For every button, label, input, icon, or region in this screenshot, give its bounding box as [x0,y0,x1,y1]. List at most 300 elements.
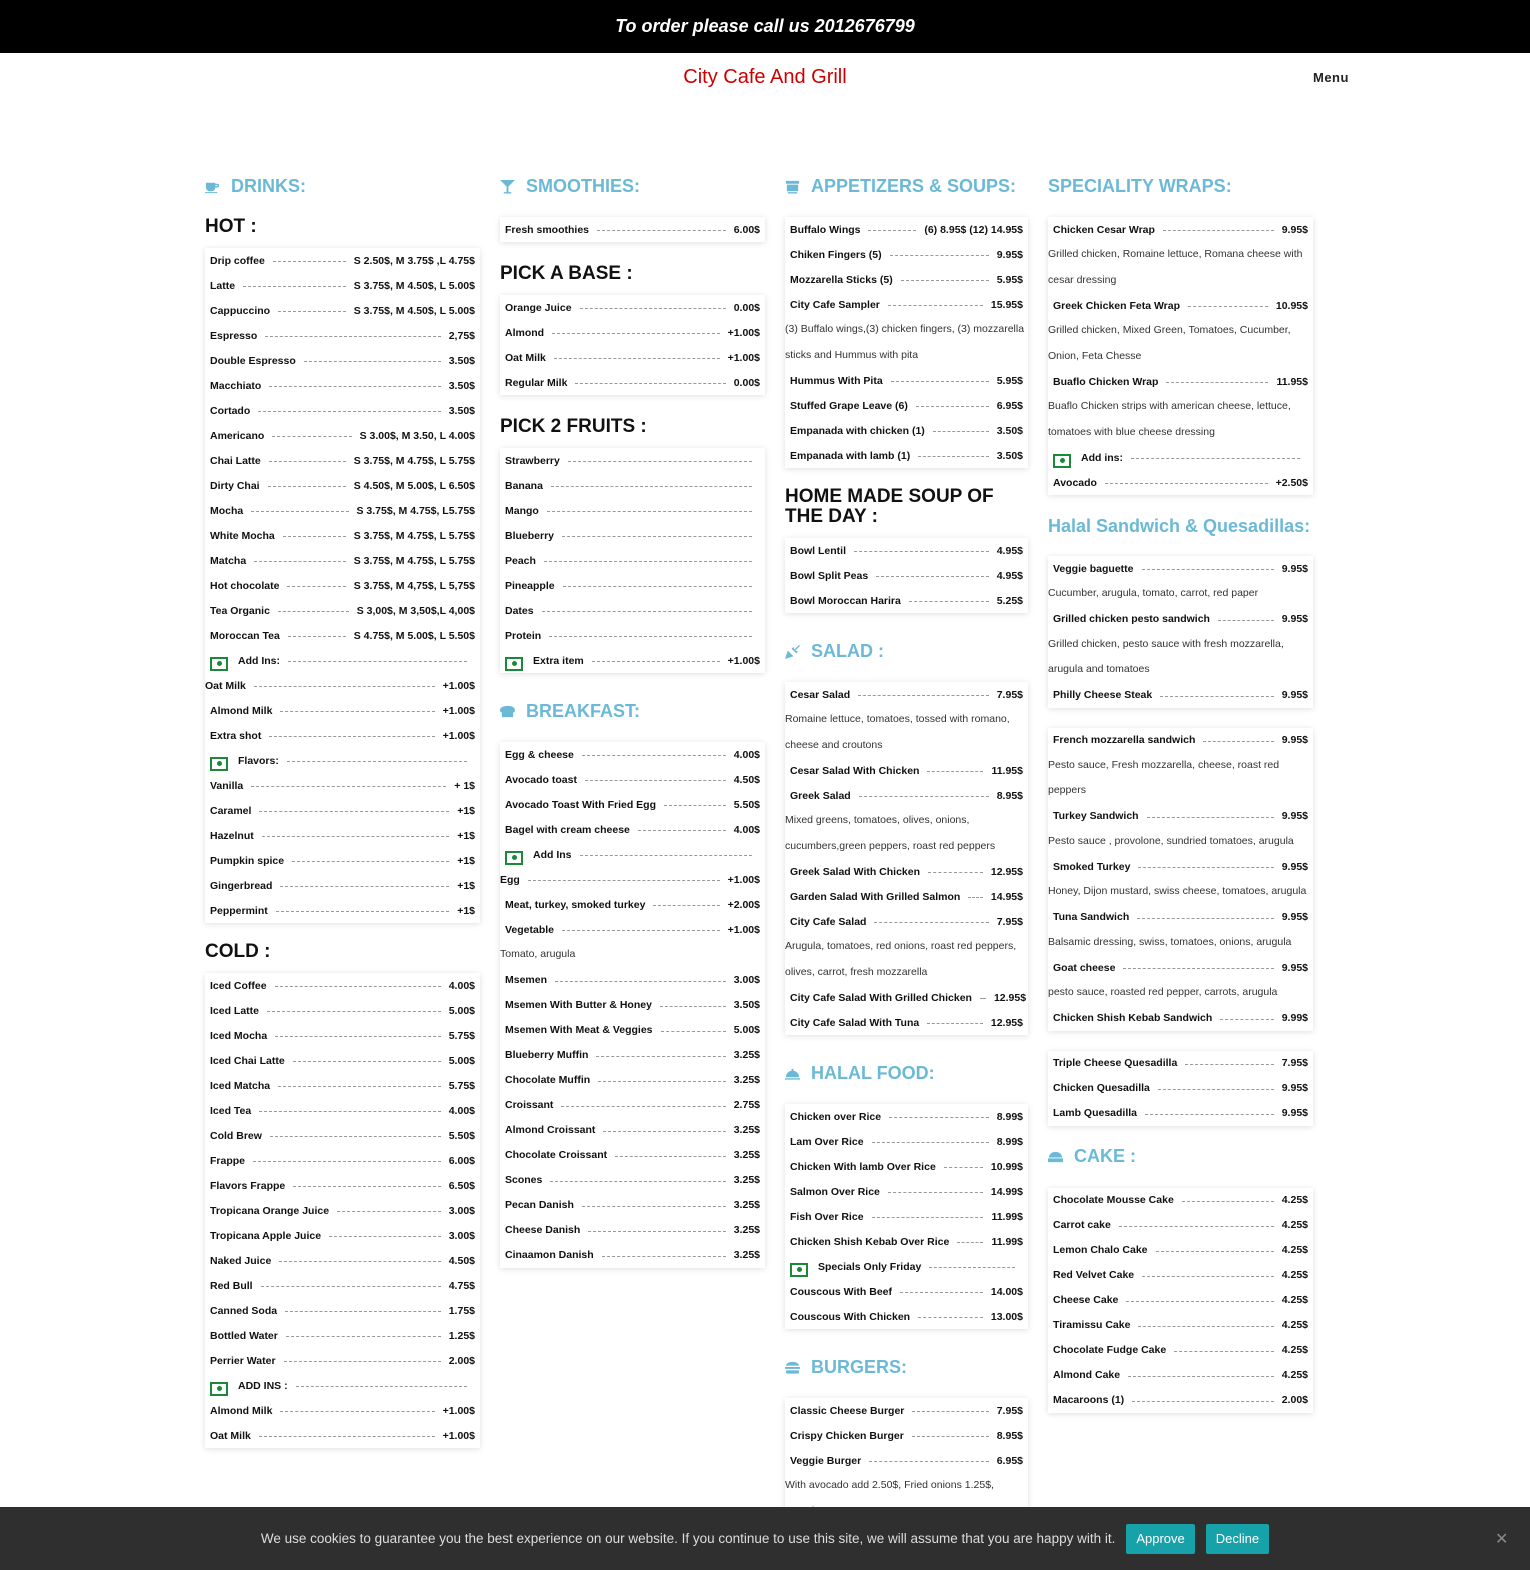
item-name: Naked Juice [210,1254,272,1267]
dotted-leader [561,1106,725,1107]
sandwich-list-1 [1048,556,1313,708]
item-price: 3.50$ [996,449,1023,462]
dotted-leader [259,811,449,812]
menu-item-row [205,1298,480,1323]
menu-item-row [500,1218,765,1243]
menu-item-row [205,798,480,823]
dotted-leader [1126,1301,1273,1302]
item-price: S 3.75$, M 4.75$, L 5.75$ [353,529,475,542]
dotted-leader [267,1011,441,1012]
menu-item-row [1048,1006,1313,1031]
dotted-leader [598,1081,726,1082]
item-name: Salmon Over Rice [790,1185,880,1198]
dotted-leader [1203,741,1273,742]
item-name: Peach [505,554,536,567]
dotted-leader [916,406,989,407]
item-name: Flavors: [238,754,279,767]
dotted-leader [278,611,349,612]
item-name: Cheese Cake [1053,1294,1119,1306]
burger-icon [785,1360,811,1375]
section-title-halal-sandwich [1048,510,1313,542]
dotted-leader [1132,1401,1274,1402]
item-price: 14.95$ [990,890,1023,903]
dotted-leader [1218,620,1274,621]
item-name: City Cafe Salad With Grilled Chicken [790,991,972,1004]
menu-item-row [785,1423,1028,1448]
dotted-leader [275,1036,441,1037]
dotted-leader [1137,918,1273,919]
menu-item-row [205,1023,480,1048]
item-price: 9.95$ [1281,1082,1308,1094]
item-name: Protein [505,629,542,642]
item-name: Tea Organic [210,604,270,617]
item-price: 9.95$ [1281,562,1308,575]
close-icon[interactable]: ✕ [1495,1531,1509,1548]
item-name: Extra item [533,654,584,667]
item-name: Chocolate Croissant [505,1149,608,1161]
item-name: Turkey Sandwich [1053,810,1139,822]
item-name: Tuna Sandwich [1053,911,1130,923]
dotted-leader [1142,569,1274,570]
dotted-leader [653,905,719,906]
item-name: Chocolate Mousse Cake [1053,1194,1174,1206]
dotted-leader [1163,230,1274,231]
dotted-leader [582,755,726,756]
item-price: 7.95$ [996,915,1023,928]
carrot-icon [785,644,811,659]
item-name: Cappuccino [210,304,271,317]
item-description: With avocado add 2.50$, Fried onions 1.25$, [785,1479,994,1491]
dotted-leader [602,1256,726,1257]
item-price: 8.99$ [996,1135,1023,1148]
menu-item-row [205,273,480,298]
veg-badge-icon [505,851,523,865]
item-name: Oat Milk [210,1429,251,1442]
item-name: Triple Cheese Quesadilla [1053,1057,1178,1069]
dotted-leader [269,736,434,737]
item-price: +1$ [457,854,475,867]
item-price: (6) 8.95$ (12) 14.95$ [924,223,1023,236]
item-price: 9.95$ [1281,860,1308,873]
menu-item-row [500,473,765,498]
menu-item-row [205,573,480,598]
veg-badge-icon [210,757,228,771]
menu-item-row [205,998,480,1023]
item-name: Banana [505,479,543,492]
item-price: 4.25$ [1281,1369,1308,1381]
item-name: Orange Juice [505,301,572,314]
menu-item-row [500,498,765,523]
dotted-leader [1138,867,1273,868]
column-smoothies-breakfast [500,170,765,1290]
subheading-pick-base: PICK A BASE : [500,263,633,284]
dotted-leader [912,1411,988,1412]
dotted-leader [918,1317,983,1318]
approve-button[interactable]: Approve [1126,1524,1194,1554]
menu-item-row [205,548,480,573]
item-price: S 3.75$, M 4,75$, L 5,75$ [353,579,475,592]
item-description: Balsamic dressing, swiss, tomatoes, onions, arugula [1048,935,1292,948]
item-name: Lamb Quesadilla [1053,1107,1138,1119]
item-description: Grilled chicken, Mixed Green, Tomatoes, Cucumber, Onion, Feta Chesse [1048,324,1291,362]
item-name: Empanada with chicken (1) [790,424,925,437]
menu-item-row [205,1348,480,1373]
item-name: Cesar Salad With Chicken [790,764,920,777]
item-name: Chocolate Fudge Cake [1053,1344,1167,1356]
item-price: 11.95$ [991,764,1023,777]
dotted-leader [874,922,988,923]
item-price: 5.00$ [448,1054,475,1067]
dotted-leader [929,1267,1015,1268]
menu-item-row [500,892,765,917]
item-name: Strawberry [505,454,560,467]
dotted-leader [547,511,752,512]
dotted-leader [957,1242,983,1243]
cocktail-glass-icon [500,179,526,194]
item-name: Iced Coffee [210,979,267,992]
menu-item-row [205,423,480,448]
item-price: 11.99$ [991,1210,1023,1223]
item-price: 5.75$ [448,1029,475,1042]
menu-item-row [1048,905,1313,930]
item-price: 6.50$ [448,1179,475,1192]
decline-button[interactable]: Decline [1206,1524,1269,1554]
menu-item-row [785,443,1028,468]
item-price: 2.75$ [733,1099,760,1111]
menu-item-row [785,1398,1028,1423]
item-price: 14.00$ [990,1285,1023,1298]
dotted-leader [304,361,441,362]
item-name: Smoked Turkey [1053,860,1131,873]
menu-item-row [785,909,1028,934]
item-price: 5.50$ [733,798,760,811]
dotted-leader [603,1131,725,1132]
dotted-leader [944,1167,983,1168]
dotted-leader [258,411,440,412]
menu-item-row [1048,607,1313,632]
menu-item-row [205,1223,480,1248]
item-name: Chicken over Rice [790,1110,882,1123]
menu-item-row [205,1273,480,1298]
dotted-leader [265,336,440,337]
menu-item-row [785,393,1028,418]
item-price: 4.00$ [733,748,760,761]
section-title-drinks [205,170,480,202]
item-price: 9.95$ [1281,223,1308,236]
item-name: Regular Milk [505,376,568,389]
item-price: +1.00$ [442,679,475,692]
item-description: Grilled chicken, pesto sauce with fresh mozzarella, arugula and tomatoes [1048,637,1284,675]
menu-item-row [1048,1263,1313,1288]
add-ins-row [205,648,480,673]
dotted-leader [269,386,440,387]
item-name: Cold Brew [210,1129,262,1142]
dotted-leader [254,686,435,687]
menu-item-row [500,1168,765,1193]
menu-item-row [205,398,480,423]
item-name: Mozzarella Sticks (5) [790,273,893,286]
dotted-leader [580,308,726,309]
dotted-leader [928,872,983,873]
menu-item-row [785,985,1028,1010]
menu-item-row [785,1010,1028,1035]
item-price: 9.95$ [1281,734,1308,746]
item-name: Greek Salad [790,789,851,802]
dotted-leader [890,255,989,256]
dotted-leader [638,830,726,831]
menu-item-row [500,1068,765,1093]
dotted-leader [1182,1201,1274,1202]
item-name: Cinaamon Danish [505,1249,594,1261]
add-ins-row [205,1373,480,1398]
item-name: Blueberry [505,529,555,542]
item-name: Mango [505,504,539,517]
item-name: Iced Tea [210,1104,252,1117]
item-name: Cheese Danish [505,1224,581,1236]
item-price: 7.95$ [996,1404,1023,1417]
menu-item-row [500,867,765,892]
menu-item-row [1048,293,1313,318]
item-price: +1.00$ [442,1429,475,1442]
dotted-leader [585,780,726,781]
item-name: City Cafe Sampler [790,298,880,311]
menu-item-row [1048,369,1313,394]
item-price: 5.00$ [733,1024,760,1036]
dotted-leader [980,998,986,999]
item-name: Hazelnut [210,829,254,842]
menu-item-row [205,248,480,273]
item-price: 9.95$ [1281,613,1308,625]
item-name: Iced Chai Latte [210,1054,285,1067]
item-price: 4.25$ [1281,1294,1308,1306]
item-price: 9.95$ [1281,689,1308,701]
item-name: Goat cheese [1053,961,1116,974]
hot-drinks-list [205,248,480,923]
section-title-text: Halal Sandwich & Quesadillas: [1048,515,1311,536]
dotted-leader [1185,1064,1273,1065]
dotted-leader [549,636,752,637]
item-description: (3) Buffalo wings,(3) chicken fingers, (3) mozzarella sticks and Hummus with pita [785,323,1025,361]
item-price: 2,75$ [448,329,475,342]
coffee-cup-icon [205,179,231,194]
dotted-leader [1188,306,1268,307]
item-description: Buaflo Chicken strips with american cheese, lettuce, tomatoes with blue cheese dressing [1048,400,1291,438]
menu-item-row [205,1398,480,1423]
item-name: Frappe [210,1154,246,1167]
dotted-leader [542,611,752,612]
dotted-leader [554,358,720,359]
dotted-leader [296,1386,467,1387]
column-drinks [205,170,480,1470]
item-name: Msemen With Butter & Honey [505,999,652,1011]
item-price: 4.25$ [1281,1244,1308,1256]
item-price: 5.50$ [448,1129,475,1142]
item-name: Cesar Salad [790,688,851,701]
item-name: Add Ins: [238,654,280,667]
menu-item-row [205,823,480,848]
section-title-text: SALAD : [811,640,884,661]
dotted-leader [1220,1019,1273,1020]
menu-item-row [1048,1288,1313,1313]
item-name: Couscous With Beef [790,1285,892,1298]
dotted-leader [592,661,720,662]
item-name: Iced Latte [210,1004,260,1017]
dotted-leader [927,771,983,772]
item-price: 4.00$ [448,1104,475,1117]
item-name: Almond Cake [1053,1369,1121,1381]
dotted-leader [891,381,989,382]
item-description: Romaine lettuce, tomatoes, tossed with romano, cheese and croutons [785,713,1010,751]
dotted-leader [280,886,449,887]
item-price: 3.50$ [448,404,475,417]
dotted-leader [933,431,989,432]
dotted-leader [272,436,351,437]
dotted-leader [275,986,441,987]
item-price: 8.95$ [996,1429,1023,1442]
menu-item-row [1048,854,1313,879]
menu-item-row [1048,955,1313,980]
item-name: Almond Milk [210,704,273,717]
item-name: Couscous With Chicken [790,1310,911,1323]
dotted-leader [1158,1089,1274,1090]
dotted-leader [1147,817,1274,818]
item-name: Egg & cheese [505,748,574,761]
menu-item-row [785,368,1028,393]
section-title-halal-food [785,1057,1028,1089]
item-name: Empanada with lamb (1) [790,449,911,462]
menu-item-row [1048,1101,1313,1126]
dotted-leader [262,836,449,837]
menu-item-row [1048,804,1313,829]
item-name: Buaflo Chicken Wrap [1053,375,1159,388]
menu-item-row [500,767,765,792]
menu-item-row [205,1248,480,1273]
item-price: 2.00$ [1281,1394,1308,1406]
menu-item-row [205,1048,480,1073]
item-name: Greek Salad With Chicken [790,865,921,878]
section-title-burgers [785,1351,1028,1383]
menu-item-row [1048,1238,1313,1263]
item-name: Almond Croissant [505,1124,596,1136]
item-price: 6.00$ [733,223,760,236]
veg-badge-icon [1053,454,1071,468]
item-name: Pineapple [505,579,555,592]
dotted-leader [259,1111,440,1112]
cookie-text: We use cookies to guarantee you the best experience on our website. If you continue to use this site, we will assume that you are happy with it. [260,1531,1116,1546]
column-wraps-sandwich-cake [1048,170,1313,1435]
item-name: Chocolate Muffin [505,1074,591,1086]
veg-badge-icon [790,1263,808,1277]
menu-item-row [500,1093,765,1118]
item-price: 4.50$ [733,773,760,786]
menu-item-row [1048,1313,1313,1338]
dotted-leader [259,1436,435,1437]
dotted-leader [901,280,989,281]
menu-item-row [500,1118,765,1143]
dotted-leader [243,286,346,287]
item-price: +1.00$ [442,1404,475,1417]
item-name: Espresso [210,329,258,342]
section-title-salad [785,635,1028,667]
dotted-leader [888,305,983,306]
menu-item-row [1048,1051,1313,1076]
item-price: S 3.75$, M 4.50$, L 5.00$ [353,304,475,317]
item-price: S 3.75$, M 4.75$, L 5.75$ [353,454,475,467]
item-name: Flavors Frappe [210,1179,286,1192]
item-price: S 3.75$, M 4.75$, L5.75$ [356,504,475,517]
menu-link[interactable]: Menu [1313,70,1349,85]
item-price: 5.00$ [448,1004,475,1017]
add-ins-row [785,1254,1028,1279]
item-name: Garden Salad With Grilled Salmon [790,890,961,903]
add-ins-row [1048,445,1313,470]
column-appetizers-salad-halal [785,170,1028,1546]
menu-item-row [500,1193,765,1218]
dotted-leader [597,230,726,231]
item-price: S 3,00$, M 3,50$,L 4,00$ [356,604,475,617]
item-name: Vegetable [505,923,555,936]
dotted-leader [1119,1226,1274,1227]
item-name: Chicken Cesar Wrap [1053,223,1155,236]
section-title-text: SMOOTHIES: [526,175,641,196]
item-name: Cortado [210,404,251,417]
item-price: S 3.75$, M 4.50$, L 5.00$ [353,279,475,292]
dotted-leader [288,636,346,637]
menu-item-row [1048,556,1313,581]
item-price: +1.00$ [727,923,760,936]
menu-item-row [785,1129,1028,1154]
fruits-list [500,448,765,673]
item-price: 3.25$ [733,1199,760,1211]
menu-item-row [785,1204,1028,1229]
dotted-leader [858,695,989,696]
item-price: 14.99$ [990,1185,1023,1198]
menu-item-row [500,1243,765,1268]
menu-item-row [500,598,765,623]
item-price: 3.25$ [733,1149,760,1161]
item-name: Red Bull [210,1279,253,1292]
menu-item-row [500,623,765,648]
item-price: 9.95$ [1281,1107,1308,1119]
dotted-leader [288,661,467,662]
dotted-leader [278,311,346,312]
item-name: Lam Over Rice [790,1135,864,1148]
dotted-leader [562,930,720,931]
menu-item-row [785,217,1028,242]
item-name: Avocado [1053,476,1097,489]
quesadilla-list [1048,1051,1313,1126]
menu-item-row [500,573,765,598]
menu-item-row [205,498,480,523]
item-name: Gingerbread [210,879,273,892]
site-title[interactable]: City Cafe And Grill [683,66,847,88]
item-name: Tiramissu Cake [1053,1319,1131,1331]
menu-item-row [500,448,765,473]
dotted-leader [544,561,752,562]
wraps-list [1048,217,1313,495]
item-name: Macaroons (1) [1053,1394,1125,1406]
menu-item-row [785,783,1028,808]
item-price: 13.00$ [990,1310,1023,1323]
dotted-leader [872,1217,984,1218]
sandwich-list-2 [1048,728,1313,1031]
menu-item-row [1048,1188,1313,1213]
menu-item-row [205,523,480,548]
item-price: +2.50$ [1275,476,1308,489]
item-name: Matcha [210,554,247,567]
add-ins-row [500,648,765,673]
cold-drinks-list [205,973,480,1448]
